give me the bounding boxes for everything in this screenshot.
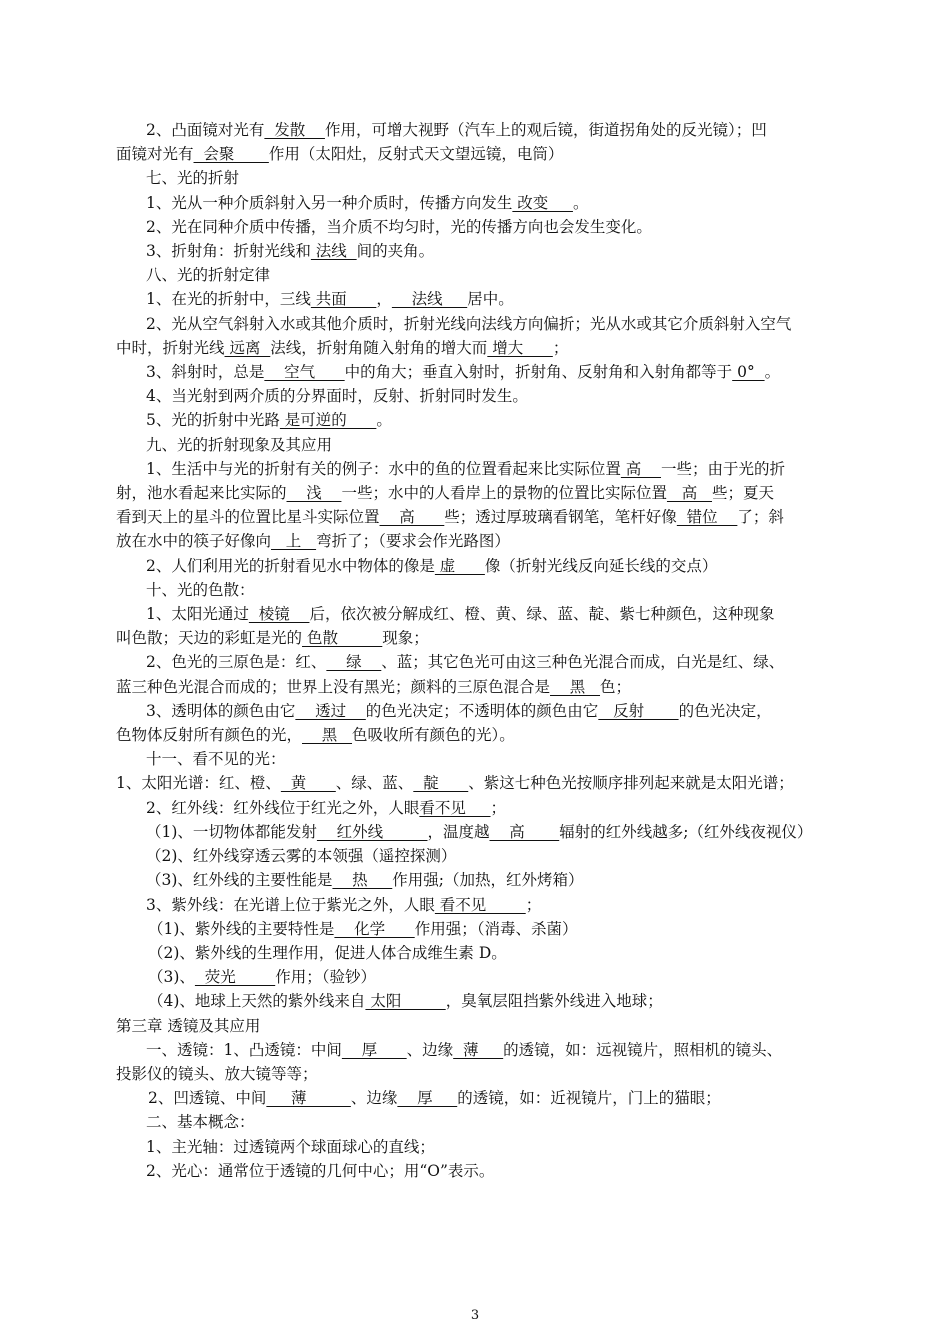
fill-in-answer: 黑 bbox=[550, 677, 601, 696]
text-run: 叫色散；天边的彩虹是光的 bbox=[116, 629, 303, 648]
fill-in-answer: 化学 bbox=[334, 919, 415, 938]
text-line bbox=[116, 215, 836, 239]
fill-in-answer: 荧光 bbox=[194, 968, 276, 987]
text-run: 二、基本概念： bbox=[146, 1113, 255, 1132]
text-line bbox=[116, 1135, 836, 1159]
text-run: 2、凸面镜对光有 bbox=[146, 121, 265, 139]
text-run: 的色光决定， bbox=[678, 701, 772, 720]
fill-in-answer: 色散 bbox=[302, 629, 383, 648]
text-run: 作用强；（消毒、杀菌） bbox=[414, 919, 578, 938]
fill-in-answer: 高 bbox=[620, 459, 662, 478]
text-line bbox=[116, 1086, 836, 1110]
text-line bbox=[116, 699, 836, 723]
text-run: 作用强;（加热，红外烤箱） bbox=[392, 871, 584, 890]
text-line bbox=[116, 578, 836, 602]
fill-in-answer: 薄 bbox=[266, 1089, 351, 1108]
text-line bbox=[116, 917, 836, 941]
text-run: 第三章 透镜及其应用 bbox=[116, 1016, 261, 1035]
text-run: 3、斜射时，总是 bbox=[146, 363, 265, 382]
text-run: 些；夏天 bbox=[712, 484, 775, 503]
text-run: 1、主光轴：过透镜两个球面球心的直线； bbox=[146, 1137, 435, 1156]
text-line bbox=[116, 239, 836, 263]
fill-in-answer: 0° bbox=[732, 363, 765, 382]
fill-in-answer: 绿 bbox=[326, 653, 382, 672]
text-line bbox=[116, 118, 836, 142]
fill-in-answer: 发散 bbox=[264, 121, 325, 139]
text-line bbox=[116, 844, 836, 868]
text-run: 2、光心：通常位于透镜的几何中心；用“O”表示。 bbox=[146, 1161, 495, 1180]
text-line bbox=[116, 1110, 836, 1134]
text-line bbox=[116, 166, 836, 190]
fill-in-answer: 棱镜 bbox=[248, 605, 310, 624]
text-line bbox=[116, 457, 836, 481]
fill-in-answer: 反射 bbox=[598, 701, 679, 720]
text-run: 3、紫外线：在光谱上位于紫光之外，人眼 bbox=[146, 895, 435, 914]
text-run: 一、透镜：1、凸透镜：中间 bbox=[146, 1040, 342, 1059]
text-run: 中的角大；垂直入射时，折射角、反射角和入射角都等于 bbox=[344, 363, 733, 382]
text-run: 2、凹透镜、中间 bbox=[148, 1089, 267, 1108]
text-run: 。 bbox=[376, 411, 392, 430]
fill-in-answer: 共面 bbox=[310, 290, 377, 309]
fill-in-answer: 法线 bbox=[310, 242, 357, 261]
text-run: 一些；由于光的折 bbox=[661, 459, 786, 478]
document-body bbox=[116, 118, 836, 1183]
text-run: 4、当光射到两介质的分界面时，反射、折射同时发生。 bbox=[146, 387, 528, 406]
text-run: 作用，可增大视野（汽车上的观后镜，街道拐角处的反光镜）；凹 bbox=[324, 121, 767, 139]
fill-in-answer: 增大 bbox=[487, 338, 553, 357]
text-line bbox=[116, 941, 836, 965]
text-run: 1、光从一种介质斜射入另一种介质时，传播方向发生 bbox=[146, 193, 513, 212]
text-line bbox=[116, 626, 836, 650]
text-run: ， bbox=[376, 290, 392, 309]
text-line bbox=[116, 747, 836, 771]
fill-in-answer: 会聚 bbox=[193, 145, 269, 164]
text-run: 面镜对光有 bbox=[116, 145, 194, 164]
text-line bbox=[116, 384, 836, 408]
text-line bbox=[116, 893, 836, 917]
text-run: 七、光的折射 bbox=[146, 169, 240, 188]
text-run: （2)、紫外线的生理作用，促进人体合成维生素 D。 bbox=[148, 943, 507, 962]
text-run: 的透镜，如：近视镜片，门上的猫眼； bbox=[457, 1089, 721, 1108]
text-run: 2、光从空气斜射入水或其他介质时，折射光线向法线方向偏折；光从水或其它介质斜射入空气 bbox=[146, 314, 792, 333]
fill-in-answer: 上 bbox=[271, 532, 317, 551]
fill-in-answer: 浅 bbox=[286, 484, 342, 503]
fill-in-answer: 厚 bbox=[341, 1040, 407, 1059]
text-run: 、边缘 bbox=[350, 1089, 398, 1108]
text-run: ，温度越 bbox=[427, 822, 490, 841]
text-run: 1、太阳光谱：红、橙、 bbox=[116, 774, 281, 793]
text-run: 了；斜 bbox=[737, 508, 784, 527]
text-run: 2、光在同种介质中传播，当介质不均匀时，光的传播方向也会发生变化。 bbox=[146, 217, 652, 236]
text-run: 间的夹角。 bbox=[356, 242, 435, 261]
text-run: 、绿、蓝、 bbox=[335, 774, 414, 793]
fill-in-answer: 红外线 bbox=[316, 822, 428, 841]
fill-in-answer: 空气 bbox=[264, 363, 345, 382]
page-number: 3 bbox=[470, 1308, 480, 1323]
text-run: 的色光决定；不透明体的颜色由它 bbox=[365, 701, 599, 720]
text-run: 作用（太阳灶，反射式天文望远镜，电筒） bbox=[268, 145, 564, 164]
fill-in-answer: 看不见 bbox=[434, 895, 526, 914]
text-line bbox=[116, 723, 836, 747]
text-line bbox=[116, 868, 836, 892]
text-line bbox=[116, 965, 836, 989]
text-run: 看到天上的星斗的位置比星斗实际位置 bbox=[116, 508, 380, 527]
text-run: 蓝三种色光混合而成的；世界上没有黑光；颜料的三原色混合是 bbox=[116, 677, 551, 696]
fill-in-answer: 法线 bbox=[391, 290, 468, 309]
fill-in-answer: 透过 bbox=[295, 701, 366, 720]
text-line bbox=[116, 529, 836, 553]
text-run: （3)、 bbox=[148, 968, 195, 987]
fill-in-answer: 改变 bbox=[512, 193, 573, 212]
text-run: 5、光的折射中光路 bbox=[146, 411, 280, 430]
text-line bbox=[116, 989, 836, 1013]
fill-in-answer: 看不见 bbox=[419, 798, 491, 817]
text-run: ； bbox=[525, 895, 542, 914]
text-line bbox=[116, 142, 836, 166]
text-run: 3、透明体的颜色由它 bbox=[146, 701, 296, 720]
text-run: 辐射的红外线越多;（红外线夜视仪） bbox=[559, 822, 813, 841]
text-line bbox=[116, 287, 836, 311]
fill-in-answer: 是可逆的 bbox=[279, 411, 377, 430]
text-line bbox=[116, 263, 836, 287]
fill-in-answer: 太阳 bbox=[365, 992, 446, 1011]
text-run: 中时，折射光线 bbox=[116, 338, 225, 357]
fill-in-answer: 高 bbox=[379, 508, 445, 527]
text-run: 3、折射角：折射光线和 bbox=[146, 242, 311, 261]
text-run: 、蓝；其它色光可由这三种色光混合而成，白光是红、绿、 bbox=[381, 653, 785, 672]
text-line bbox=[116, 433, 836, 457]
fill-in-answer: 远离 bbox=[224, 338, 271, 357]
text-run: 现象； bbox=[382, 629, 429, 648]
text-run: 些；透过厚玻璃看钢笔，笔杆好像 bbox=[444, 508, 677, 527]
fill-in-answer: 薄 bbox=[453, 1040, 504, 1059]
text-line bbox=[116, 1014, 836, 1038]
text-run: 像（折射光线反向延长线的交点） bbox=[484, 556, 718, 575]
text-run: 后，依次被分解成红、橙、黄、绿、蓝、靛、紫七种颜色，这种现象 bbox=[309, 605, 775, 624]
text-line bbox=[116, 505, 836, 529]
text-run: （1)、一切物体都能发射 bbox=[146, 822, 317, 841]
text-run: 作用；（验钞） bbox=[275, 968, 376, 987]
fill-in-answer: 高 bbox=[666, 484, 713, 503]
fill-in-answer: 黄 bbox=[280, 774, 336, 793]
text-run: 弯折了；（要求会作光路图） bbox=[316, 532, 510, 551]
text-line bbox=[116, 650, 836, 674]
fill-in-answer: 靛 bbox=[413, 774, 469, 793]
text-run: 1、生活中与光的折射有关的例子：水中的鱼的位置看起来比实际位置 bbox=[146, 459, 621, 478]
text-run: 一些；水中的人看岸上的景物的位置比实际位置 bbox=[341, 484, 667, 503]
text-run: （1)、紫外线的主要特性是 bbox=[148, 919, 335, 938]
fill-in-answer: 错位 bbox=[676, 508, 738, 527]
text-run: 色吸收所有颜色的光）。 bbox=[352, 726, 515, 745]
text-line bbox=[116, 554, 836, 578]
text-line bbox=[116, 820, 836, 844]
text-run: 。 bbox=[764, 363, 781, 382]
text-line bbox=[116, 191, 836, 215]
text-run: 、边缘 bbox=[406, 1040, 454, 1059]
text-line bbox=[116, 796, 836, 820]
text-run: 八、光的折射定律 bbox=[146, 266, 271, 285]
text-line bbox=[116, 336, 836, 360]
text-run: 。 bbox=[572, 193, 589, 212]
text-run: 1、在光的折射中，三线 bbox=[146, 290, 311, 309]
text-run: 色； bbox=[600, 677, 632, 696]
text-run: 2、人们利用光的折射看见水中物体的像是 bbox=[146, 556, 435, 575]
text-run: 投影仪的镜头、放大镜等等； bbox=[116, 1064, 318, 1083]
text-run: 十一、看不见的光： bbox=[146, 750, 286, 769]
text-run: ； bbox=[490, 798, 507, 817]
text-line bbox=[116, 602, 836, 626]
text-line bbox=[116, 312, 836, 336]
text-run: 放在水中的筷子好像向 bbox=[116, 532, 272, 551]
text-run: （3)、红外线的主要性能是 bbox=[146, 871, 333, 890]
text-line bbox=[116, 771, 836, 795]
fill-in-answer: 厚 bbox=[397, 1089, 458, 1108]
text-run: 九、光的折射现象及其应用 bbox=[146, 435, 333, 454]
text-run: 1、太阳光通过 bbox=[146, 605, 249, 624]
text-run: 射，池水看起来比实际的 bbox=[116, 484, 287, 503]
text-line bbox=[116, 408, 836, 432]
text-line bbox=[116, 675, 836, 699]
text-run: （4)、地球上天然的紫外线来自 bbox=[148, 992, 366, 1011]
text-line bbox=[116, 1159, 836, 1183]
fill-in-answer: 黑 bbox=[302, 726, 353, 745]
text-run: 居中。 bbox=[467, 290, 514, 309]
text-line bbox=[116, 481, 836, 505]
text-run: ； bbox=[552, 338, 569, 357]
fill-in-answer: 热 bbox=[332, 871, 393, 890]
text-line bbox=[116, 360, 836, 384]
text-run: ，臭氧层阻挡紫外线进入地球； bbox=[445, 992, 663, 1011]
text-run: 色物体反射所有颜色的光， bbox=[116, 726, 303, 745]
text-run: 的透镜，如：远视镜片，照相机的镜头、 bbox=[503, 1040, 783, 1059]
text-run: （2)、红外线穿透云雾的本领强（遥控探测） bbox=[146, 847, 457, 866]
text-run: 、紫这七种色光按顺序排列起来就是太阳光谱； bbox=[468, 774, 794, 793]
fill-in-answer: 高 bbox=[489, 822, 560, 841]
text-run: 2、红外线：红外线位于红光之外，人眼 bbox=[146, 798, 420, 817]
text-run: 2、色光的三原色是：红、 bbox=[146, 653, 327, 672]
text-line bbox=[116, 1038, 836, 1062]
text-run: 法线，折射角随入射角的增大而 bbox=[270, 338, 488, 357]
fill-in-answer: 虚 bbox=[434, 556, 485, 575]
text-run: 十、光的色散： bbox=[146, 580, 255, 599]
text-line bbox=[116, 1062, 836, 1086]
